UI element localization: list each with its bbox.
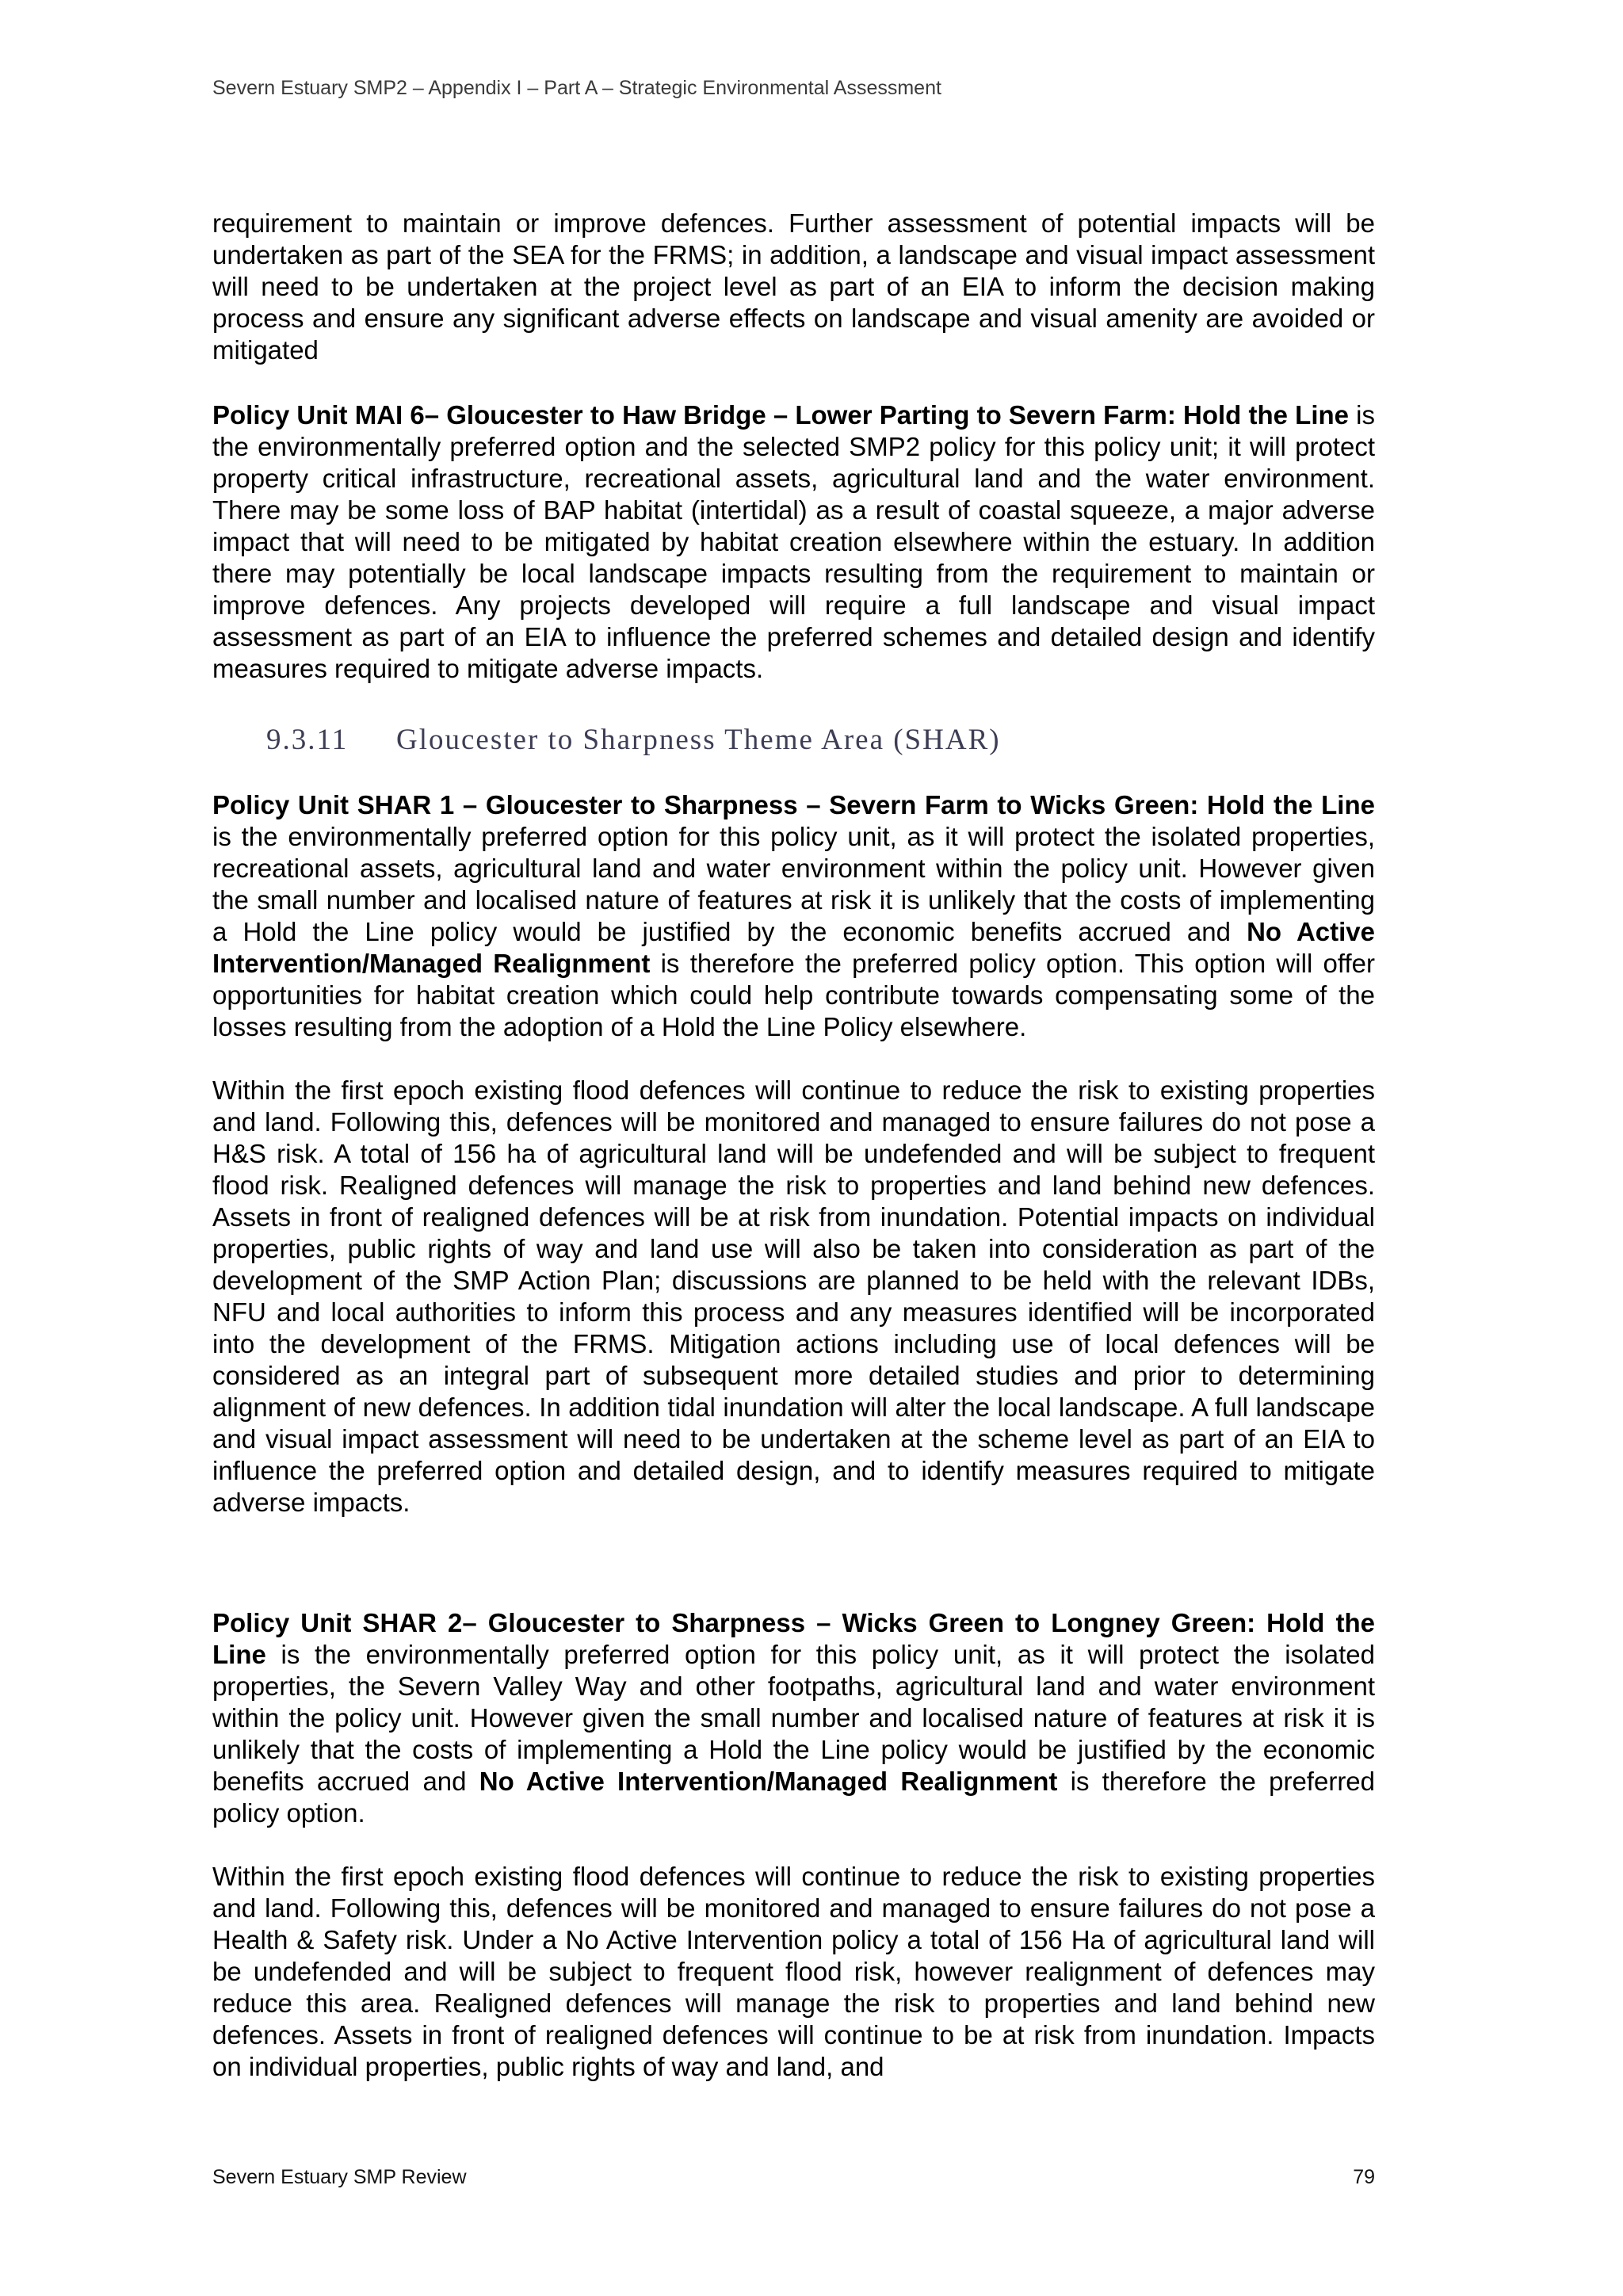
policy-unit-shar1-heading: Policy Unit SHAR 1 – Gloucester to Sharpness – Severn Farm to Wicks Green: Hold the Line (212, 790, 1375, 819)
body-column (212, 208, 1375, 2083)
policy-unit-shar1-preferred: No Active Intervention/Managed Realignment (212, 917, 1375, 978)
paragraph-continuation: requirement to maintain or improve defences. Further assessment of potential impacts will be undertaken as part of the SEA for the FRMS; in addition, a landscape and visual impact assessment will need to be undertaken at the project level as part of an EIA to inform the decision making process and ensure any significant adverse effects on landscape and visual amenity are avoided or mitigated (212, 208, 1375, 365)
policy-unit-shar2-heading: Policy Unit SHAR 2– Gloucester to Sharpness – Wicks Green to Longney Green: Hold the Line (212, 1608, 1375, 1669)
policy-unit-shar1-text-b: is therefore the preferred policy option. This option will offer opportunities for habitat creation which could help contribute towards compensating some of the losses resulting from the adoption of a Hold the Line Policy elsewhere. (212, 949, 1375, 1041)
policy-unit-shar2-text-a: is the environmentally preferred option for this policy unit, as it will protect the isolated properties, the Severn Valley Way and other footpaths, agricultural land and water environment within the policy unit. However given the small number and localised nature of features at risk it is unlikely that the costs of implementing a Hold the Line policy would be justified by the economic benefits accrued and (212, 1640, 1375, 1796)
paragraph-shar2-epoch: Within the first epoch existing flood defences will continue to reduce the risk to existing properties and land. Following this, defences will be monitored and managed to ensure failures do not pose a Health & Safety risk. Under a No Active Intervention policy a total of 156 Ha of agricultural land will be undefended and will be subject to frequent flood risk, however realignment of defences may reduce this area. Realigned defences will manage the risk to properties and land behind new defences. Assets in front of realigned defences will continue to be at risk from inundation. Impacts on individual properties, public rights of way and land, and (212, 1862, 1375, 2081)
paragraph-shar2 (212, 1607, 1375, 1829)
page-number: 79 (1353, 2166, 1375, 2188)
policy-unit-shar2-text-b: is therefore the preferred policy option. (212, 1767, 1376, 1828)
policy-unit-mai6-heading: Policy Unit MAI 6– Gloucester to Haw Bridge – Lower Parting to Severn Farm: Hold the Line (212, 400, 1349, 430)
section-heading (212, 716, 1375, 789)
policy-unit-mai6-text: is the environmentally preferred option and the selected SMP2 policy for this policy unit; it will protect property critical infrastructure, recreational assets, agricultural land and the water environment. There may be some loss of BAP habitat (intertidal) as a result of coastal squeeze, a major adverse impact that will need to be mitigated by habitat creation elsewhere within the estuary. In addition there may potentially be local landscape impacts resulting from the requirement to maintain or improve defences. Any projects developed will require a full landscape and visual impact assessment as part of an EIA to influence the preferred schemes and detailed design and identify measures required to mitigate adverse impacts. (212, 400, 1376, 683)
paragraph-mai6 (212, 399, 1375, 685)
running-footer: Severn Estuary SMP Review (212, 2166, 467, 2188)
paragraph-shar1 (212, 789, 1375, 1043)
policy-unit-shar1-text-a: is the environmentally preferred option for this policy unit, as it will protect the isolated properties, recreational assets, agricultural land and water environment within the policy unit. However given the small number and localised nature of features at risk it is unlikely that the costs of implementing a Hold the Line policy would be justified by the economic benefits accrued and (212, 822, 1375, 946)
policy-unit-shar2-preferred: No Active Intervention/Managed Realignment (479, 1767, 1058, 1796)
section-title: Gloucester to Sharpness Theme Area (SHAR) (396, 724, 1001, 756)
paragraph-shar1-epoch: Within the first epoch existing flood defences will continue to reduce the risk to existing properties and land. Following this, defences will be monitored and managed to ensure failures do not pose a H&S risk. A total of 156 ha of agricultural land will be undefended and will be subject to frequent flood risk. Realigned defences will manage the risk to properties and land behind new defences. Assets in front of realigned defences will be at risk from inundation. Potential impacts on individual properties, public rights of way and land use will also be taken into consideration as part of the development of the SMP Action Plan; discussions are planned to be held with the relevant IDBs, NFU and local authorities to inform this process and any measures identified will be incorporated into the development of the FRMS. Mitigation actions including use of local defences will be considered as an integral part of subsequent more detailed studies and prior to determining alignment of new defences. In addition tidal inundation will alter the local landscape. A full landscape and visual impact assessment will need to be undertaken at the scheme level as part of an EIA to influence the preferred option and detailed design, and to identify measures required to mitigate adverse impacts. (212, 1075, 1375, 1517)
running-header: Severn Estuary SMP2 – Appendix I – Part A – Strategic Environmental Assessment (212, 77, 941, 99)
section-number: 9.3.11 (266, 724, 349, 756)
